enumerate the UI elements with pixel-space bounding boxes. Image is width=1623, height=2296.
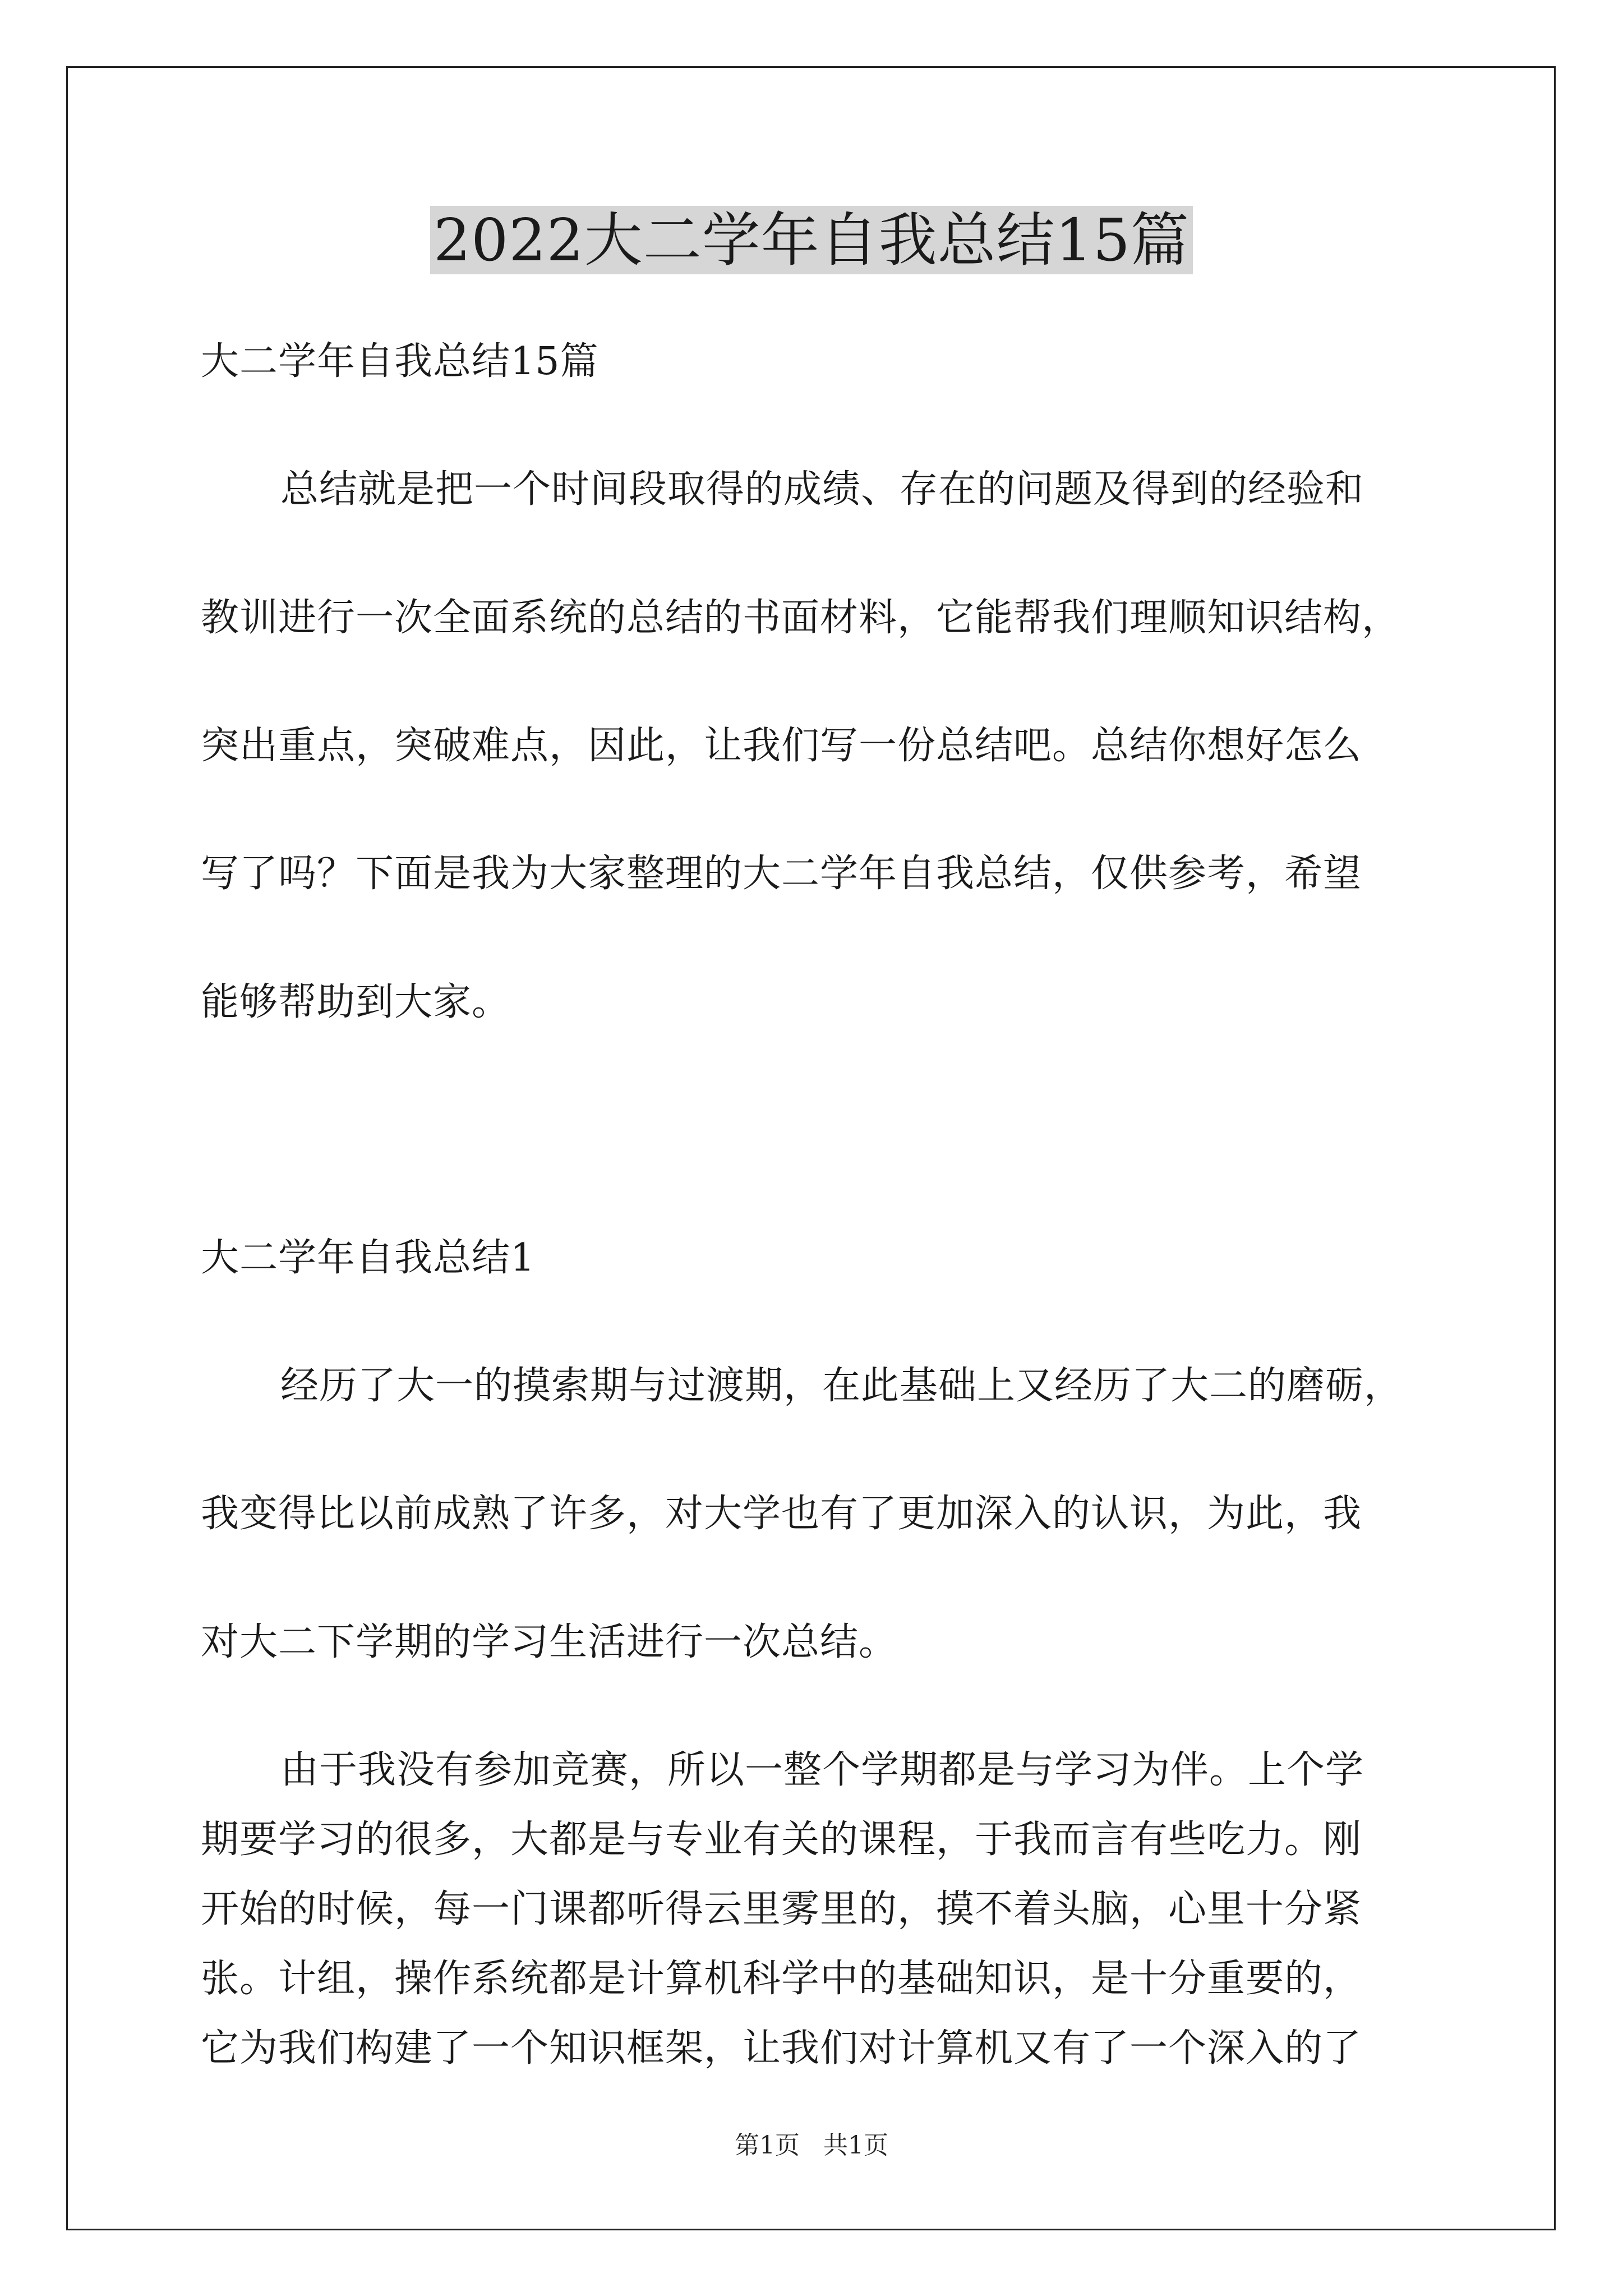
document-title — [0, 201, 1623, 279]
paragraph-line: 它为我们构建了一个知识框架，让我们对计算机又有了一个深入的了 — [201, 2026, 1362, 2070]
paragraph-line: 张。计组，操作系统都是计算机科学中的基础知识，是十分重要的， — [201, 1957, 1362, 2001]
page-number: 第1页 共1页 — [735, 2131, 888, 2160]
paragraph-line: 经历了大一的摸索期与过渡期，在此基础上又经历了大二的磨砺， — [280, 1364, 1403, 1408]
paragraph-line: 开始的时候，每一门课都听得云里雾里的，摸不着头脑，心里十分紧 — [201, 1887, 1362, 1931]
paragraph-line: 期要学习的很多，大都是与专业有关的课程，于我而言有些吃力。刚 — [201, 1818, 1362, 1862]
intro-line: 能够帮助到大家。 — [201, 980, 511, 1024]
paragraph-line: 我变得比以前成熟了许多，对大学也有了更加深入的认识，为此，我 — [201, 1492, 1362, 1536]
intro-line: 突出重点，突破难点，因此，让我们写一份总结吧。总结你想好怎么 — [201, 724, 1362, 768]
paragraph-line: 对大二下学期的学习生活进行一次总结。 — [201, 1620, 898, 1664]
paragraph-line: 由于我没有参加竞赛，所以一整个学期都是与学习为伴。上个学 — [280, 1748, 1364, 1792]
document-subtitle: 大二学年自我总结15篇 — [201, 339, 599, 384]
intro-line: 教训进行一次全面系统的总结的书面材料，它能帮我们理顺知识结构， — [201, 596, 1401, 640]
document-title-text: 2022大二学年自我总结15篇 — [430, 206, 1193, 274]
intro-line: 写了吗？下面是我为大家整理的大二学年自我总结，仅供参考，希望 — [201, 852, 1362, 896]
section-heading: 大二学年自我总结1 — [201, 1236, 536, 1280]
intro-line: 总结就是把一个时间段取得的成绩、存在的问题及得到的经验和 — [280, 467, 1364, 512]
